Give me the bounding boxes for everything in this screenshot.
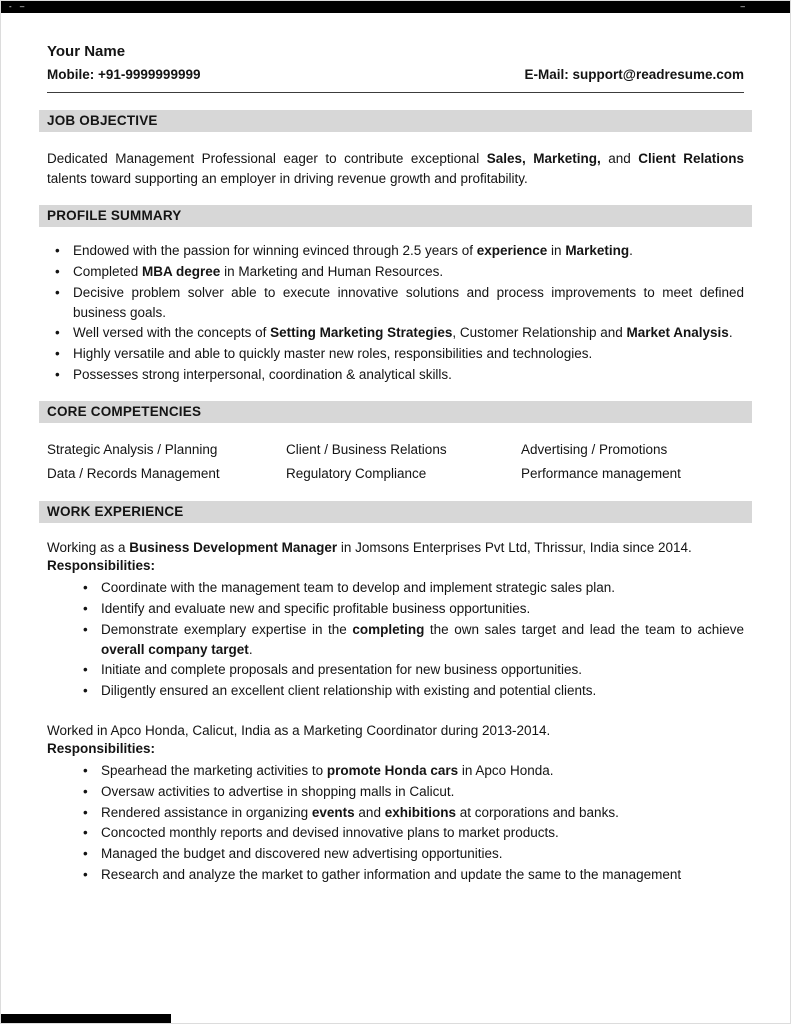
competency-item: Regulatory Compliance <box>286 466 427 482</box>
job2-bullet: • Concocted monthly reports and devised innovative plans to market products. <box>75 823 744 843</box>
section-header-profile-summary <box>39 205 752 227</box>
section-header-work-experience <box>39 501 752 523</box>
profile-bullet: • Endowed with the passion for winning evinced through 2.5 years of experience in Marketing. <box>47 241 744 261</box>
job2-bullet: • Spearhead the marketing activities to promote Honda cars in Apco Honda. <box>75 761 744 781</box>
job2-responsibilities-list <box>75 761 744 884</box>
core-competencies-grid <box>47 440 744 483</box>
top-black-strip <box>1 1 790 13</box>
section-title: PROFILE SUMMARY <box>47 208 182 224</box>
job1-bullet: • Diligently ensured an excellent client relationship with existing and potential clients. <box>75 681 744 701</box>
job1-bullet: • Coordinate with the management team to develop and implement strategic sales plan. <box>75 578 744 598</box>
job2-bullet: • Managed the budget and discovered new advertising opportunities. <box>75 844 744 864</box>
bottom-black-strip <box>1 1014 171 1023</box>
scan-mark-left: - – <box>9 2 28 11</box>
section-title: WORK EXPERIENCE <box>47 503 184 519</box>
profile-bullet: • Possesses strong interpersonal, coordination & analytical skills. <box>47 365 744 385</box>
resume-header <box>47 43 744 82</box>
section-title: CORE COMPETENCIES <box>47 404 202 420</box>
scan-mark-right: – <box>740 2 748 11</box>
section-header-core-competencies <box>39 401 752 423</box>
job-objective-paragraph: Dedicated Management Professional eager to contribute exceptional Sales, Marketing, and Client Relations talents toward supporting an employer in driving revenue growth and profitability. <box>47 151 745 186</box>
competency-item: Strategic Analysis / Planning <box>47 442 218 458</box>
mobile-number: Mobile: +91-9999999999 <box>47 67 201 82</box>
job1-bullet: • Initiate and complete proposals and presentation for new business opportunities. <box>75 660 744 680</box>
job2-responsibilities-label: Responsibilities: <box>47 740 156 756</box>
job2-intro: Worked in Apco Honda, Calicut, India as a Marketing Coordinator during 2013-2014. <box>47 722 551 738</box>
job1-bullet: • Demonstrate exemplary expertise in the completing the own sales target and lead the team to achieve overall company target. <box>75 620 744 659</box>
profile-bullet: • Completed MBA degree in Marketing and Human Resources. <box>47 262 744 282</box>
competency-item: Advertising / Promotions <box>521 442 668 458</box>
competency-item: Data / Records Management <box>47 466 220 482</box>
job1-responsibilities-list <box>75 578 744 700</box>
section-header-job-objective <box>39 110 752 132</box>
contact-row <box>47 67 744 82</box>
profile-bullet: • Highly versatile and able to quickly master new roles, responsibilities and technologies. <box>47 344 744 364</box>
header-divider <box>47 92 744 93</box>
profile-bullet: • Decisive problem solver able to execute innovative solutions and process improvements to meet defined business goals. <box>47 283 744 322</box>
section-title: JOB OBJECTIVE <box>47 113 158 128</box>
job1-bullet: • Identify and evaluate new and specific profitable business opportunities. <box>75 599 744 619</box>
job1-responsibilities-label: Responsibilities: <box>47 557 156 573</box>
job2-bullet: • Oversaw activities to advertise in shopping malls in Calicut. <box>75 782 744 802</box>
competency-item: Performance management <box>521 466 681 482</box>
competency-item: Client / Business Relations <box>286 442 447 458</box>
resume-content <box>1 43 790 885</box>
email-address: E-Mail: support@readresume.com <box>524 67 744 82</box>
profile-summary-list <box>47 241 744 384</box>
candidate-name: Your Name <box>47 43 126 60</box>
job2-bullet: • Research and analyze the market to gather information and update the same to the management <box>75 865 744 885</box>
profile-bullet: • Well versed with the concepts of Setting Marketing Strategies, Customer Relationship and Market Analysis. <box>47 323 744 343</box>
job1-intro: Working as a Business Development Manager in Jomsons Enterprises Pvt Ltd, Thrissur, India since 2014. <box>47 539 692 555</box>
job2-bullet: • Rendered assistance in organizing events and exhibitions at corporations and banks. <box>75 803 744 823</box>
